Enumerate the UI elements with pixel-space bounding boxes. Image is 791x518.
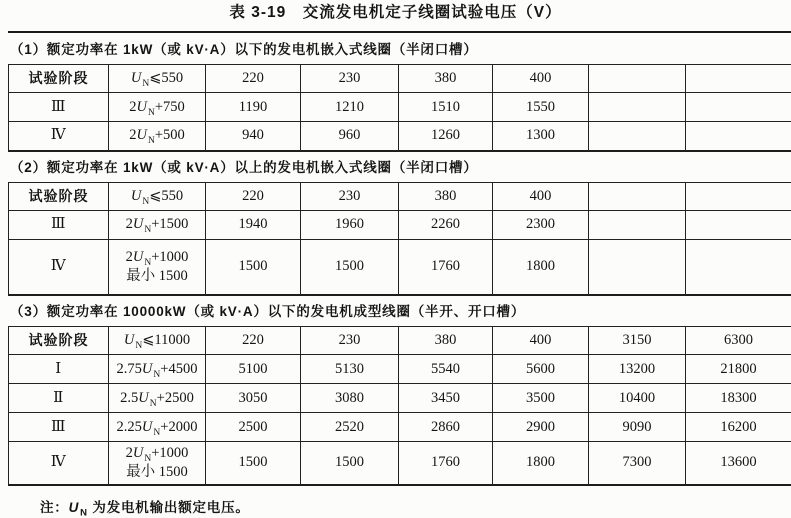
table-row bbox=[9, 210, 791, 239]
value-cell: 1210 bbox=[301, 93, 399, 122]
formula-cell: $2U_N+500$ bbox=[109, 122, 206, 151]
value-cell: 18300 bbox=[686, 384, 791, 413]
value-cell: 960 bbox=[301, 122, 399, 151]
table-row bbox=[9, 413, 791, 442]
value-cell bbox=[686, 122, 791, 151]
column-header bbox=[589, 182, 686, 210]
table-header-row bbox=[9, 65, 791, 93]
column-header: $U_N⩽550$ bbox=[109, 65, 206, 93]
value-cell: 1190 bbox=[206, 93, 301, 122]
value-cell: 5540 bbox=[399, 355, 493, 384]
stage-cell: Ⅲ bbox=[9, 413, 109, 442]
column-header: 380 bbox=[399, 65, 493, 93]
table-row bbox=[9, 239, 791, 295]
column-header: 3150 bbox=[589, 327, 686, 355]
table-title: 表 3-19 交流发电机定子线圈试验电压（V） bbox=[0, 3, 791, 23]
formula-cell: $2U_N+1000$ 最小 1500 bbox=[109, 239, 206, 295]
value-cell: 1510 bbox=[399, 93, 493, 122]
value-cell: 2520 bbox=[301, 413, 399, 442]
value-cell: 5600 bbox=[493, 355, 589, 384]
value-cell: 1500 bbox=[301, 239, 399, 295]
value-cell: 2500 bbox=[206, 413, 301, 442]
value-cell: 1300 bbox=[493, 122, 589, 151]
section-1-table bbox=[8, 64, 791, 152]
section-2-heading: （2）额定功率在 1kW（或 kV·A）以上的发电机嵌入式线圈（半闭口槽） bbox=[10, 159, 791, 176]
value-cell: 2900 bbox=[493, 413, 589, 442]
table-row bbox=[9, 355, 791, 384]
value-cell bbox=[686, 210, 791, 239]
table-header-row bbox=[9, 182, 791, 210]
value-cell: 13200 bbox=[589, 355, 686, 384]
formula-cell: $2U_N+1000$ 最小 1500 bbox=[109, 442, 206, 485]
column-header: 230 bbox=[301, 182, 399, 210]
value-cell: 16200 bbox=[686, 413, 791, 442]
column-header: 220 bbox=[206, 327, 301, 355]
value-cell: 1760 bbox=[399, 442, 493, 485]
column-header bbox=[589, 65, 686, 93]
table-row bbox=[9, 93, 791, 122]
column-header: 试验阶段 bbox=[9, 327, 109, 355]
stage-cell: Ⅳ bbox=[9, 122, 109, 151]
formula-cell: $2U_N+750$ bbox=[109, 93, 206, 122]
column-header: 220 bbox=[206, 182, 301, 210]
value-cell: 1260 bbox=[399, 122, 493, 151]
value-cell: 2260 bbox=[399, 210, 493, 239]
column-header: 400 bbox=[493, 327, 589, 355]
value-cell: 3450 bbox=[399, 384, 493, 413]
column-header: 230 bbox=[301, 65, 399, 93]
value-cell: 1760 bbox=[399, 239, 493, 295]
value-cell: 1800 bbox=[493, 442, 589, 485]
value-cell: 1940 bbox=[206, 210, 301, 239]
value-cell bbox=[686, 239, 791, 295]
value-cell: 940 bbox=[206, 122, 301, 151]
title-rule bbox=[8, 31, 791, 33]
column-header: 400 bbox=[493, 182, 589, 210]
value-cell: 3500 bbox=[493, 384, 589, 413]
stage-cell: Ⅰ bbox=[9, 355, 109, 384]
value-cell: 2300 bbox=[493, 210, 589, 239]
formula-cell: $2.75U_N+4500$ bbox=[109, 355, 206, 384]
value-cell: 9090 bbox=[589, 413, 686, 442]
value-cell: 3050 bbox=[206, 384, 301, 413]
stage-cell: Ⅳ bbox=[9, 239, 109, 295]
section-3-table bbox=[8, 326, 791, 486]
column-header bbox=[686, 182, 791, 210]
value-cell: 1800 bbox=[493, 239, 589, 295]
table-header-row bbox=[9, 327, 791, 355]
stage-cell: Ⅲ bbox=[9, 210, 109, 239]
value-cell: 7300 bbox=[589, 442, 686, 485]
value-cell: 5130 bbox=[301, 355, 399, 384]
table-row bbox=[9, 384, 791, 413]
column-header: 220 bbox=[206, 65, 301, 93]
value-cell bbox=[589, 93, 686, 122]
value-cell: 10400 bbox=[589, 384, 686, 413]
section-3-heading: （3）额定功率在 10000kW（或 kV·A）以下的发电机成型线圈（半开、开口槽） bbox=[10, 303, 791, 320]
column-header: 试验阶段 bbox=[9, 182, 109, 210]
table-row bbox=[9, 442, 791, 485]
section-1-heading: （1）额定功率在 1kW（或 kV·A）以下的发电机嵌入式线圈（半闭口槽） bbox=[10, 41, 791, 58]
column-header: 380 bbox=[399, 182, 493, 210]
value-cell: 21800 bbox=[686, 355, 791, 384]
column-header: 6300 bbox=[686, 327, 791, 355]
value-cell bbox=[589, 210, 686, 239]
column-header bbox=[686, 65, 791, 93]
stage-cell: Ⅱ bbox=[9, 384, 109, 413]
value-cell: 1960 bbox=[301, 210, 399, 239]
stage-cell: Ⅳ bbox=[9, 442, 109, 485]
table-row bbox=[9, 122, 791, 151]
column-header: $U_N⩽11000$ bbox=[109, 327, 206, 355]
formula-cell: $2.25U_N+2000$ bbox=[109, 413, 206, 442]
value-cell: 1550 bbox=[493, 93, 589, 122]
column-header: 380 bbox=[399, 327, 493, 355]
formula-cell: $2.5U_N+2500$ bbox=[109, 384, 206, 413]
stage-cell: Ⅲ bbox=[9, 93, 109, 122]
value-cell: 1500 bbox=[206, 239, 301, 295]
section-2-table bbox=[8, 182, 791, 297]
column-header: 400 bbox=[493, 65, 589, 93]
value-cell: 3080 bbox=[301, 384, 399, 413]
value-cell: 1500 bbox=[301, 442, 399, 485]
value-cell bbox=[589, 239, 686, 295]
formula-cell: $2U_N+1500$ bbox=[109, 210, 206, 239]
column-header: 试验阶段 bbox=[9, 65, 109, 93]
value-cell bbox=[686, 93, 791, 122]
value-cell: 5100 bbox=[206, 355, 301, 384]
value-cell: 1500 bbox=[206, 442, 301, 485]
value-cell: 13600 bbox=[686, 442, 791, 485]
column-header: $U_N⩽550$ bbox=[109, 182, 206, 210]
value-cell: 2860 bbox=[399, 413, 493, 442]
footnote: 注：$U_N$ 为发电机输出额定电压。 bbox=[40, 496, 791, 516]
value-cell bbox=[589, 122, 686, 151]
column-header: 230 bbox=[301, 327, 399, 355]
